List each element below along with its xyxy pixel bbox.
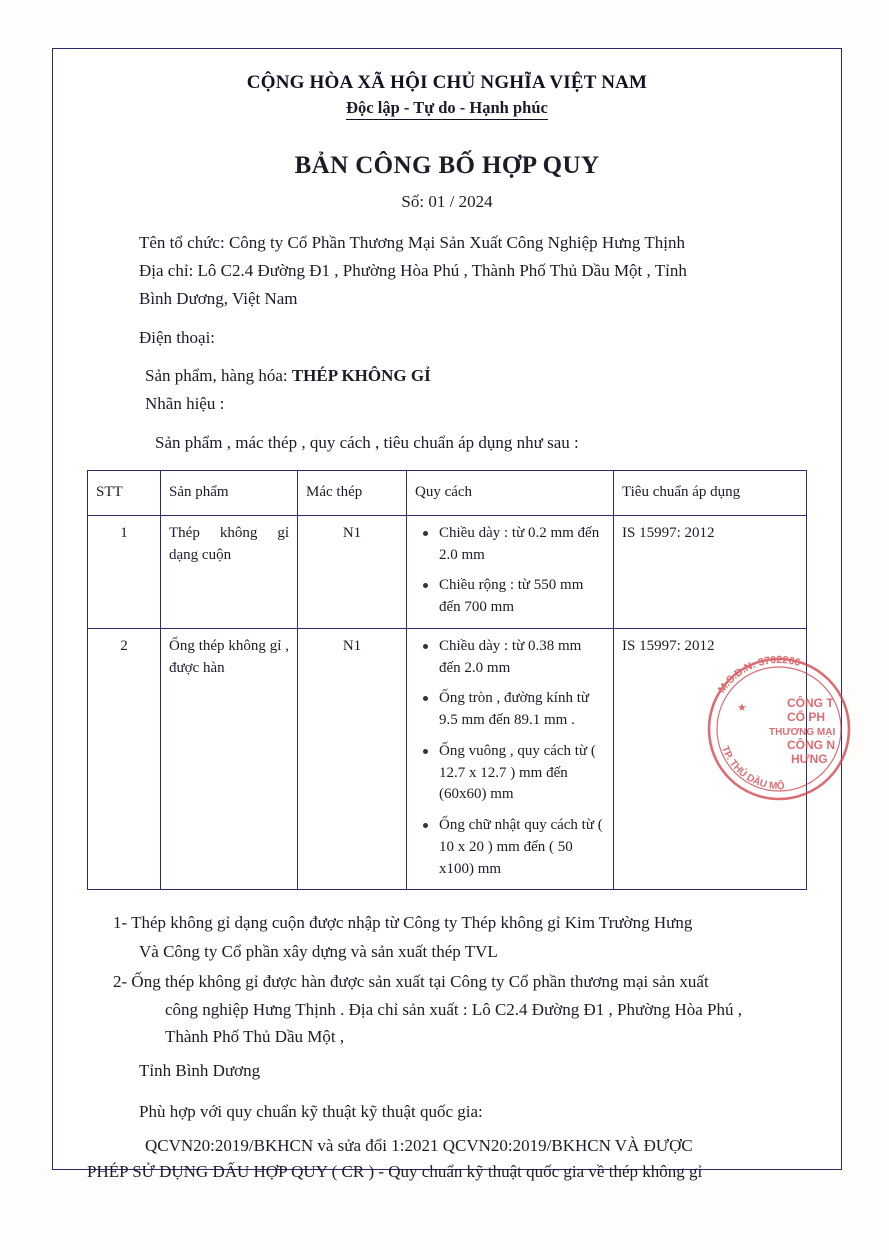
cell-tieu-chuan: IS 15997: 2012 [614, 628, 807, 890]
cell-quy-cach [407, 515, 614, 628]
stamp-line-2: CỔ PH [787, 710, 826, 724]
note-2-marker: 2- [113, 972, 128, 992]
note-2-line-2: công nghiệp Hưng Thịnh . Địa chỉ sản xuất : Lô C2.4 Đường Đ1 , Phường Hòa Phú , [165, 1000, 742, 1020]
stamp-line-3: THƯƠNG MẠI [769, 727, 836, 738]
document-content [53, 49, 841, 1182]
product-line [87, 363, 807, 389]
list-item: Chiều dày : từ 0.38 mm đến 2.0 mm [437, 636, 605, 680]
quy-cach-list [415, 523, 605, 619]
page-title: BẢN CÔNG BỐ HỢP QUY [294, 151, 600, 179]
org-address-line-1 [87, 258, 807, 284]
quy-cach-list [415, 636, 605, 881]
org-name-line [87, 230, 807, 256]
note-1-marker: 1- [113, 913, 128, 933]
cell-tieu-chuan: IS 15997: 2012 [614, 515, 807, 628]
list-item: Ống chữ nhật quy cách từ ( 10 x 20 ) mm đến ( 50 x100) mm [437, 815, 605, 880]
header-stt: STT [88, 470, 161, 515]
cell-san-pham: Thép không gỉ dạng cuộn [161, 515, 298, 628]
cell-mac-thep: N1 [298, 515, 407, 628]
specification-table [87, 470, 807, 891]
conformity-line-3: PHÉP SỬ DỤNG DẤU HỢP QUY ( CR ) - Quy chuẩn kỹ thuật quốc gia về thép không gỉ [87, 1162, 703, 1182]
document-header [87, 71, 807, 120]
header-tieu-chuan: Tiêu chuẩn áp dụng [614, 470, 807, 515]
product-value: THÉP KHÔNG GỈ [291, 365, 431, 385]
table-header-row [88, 470, 807, 515]
table-row [88, 628, 807, 890]
stamp-line-5: HƯNG [791, 752, 828, 766]
table-row [88, 515, 807, 628]
organization-block [87, 230, 807, 456]
spec-intro: Sản phẩm , mác thép , quy cách , tiêu chuẩn áp dụng như sau : [155, 432, 579, 452]
org-name-value: Công ty Cổ Phần Thương Mại Sản Xuất Công Nghiệp Hưng Thịnh [228, 232, 685, 252]
cell-mac-thep: N1 [298, 628, 407, 890]
document-number: Số: 01 / 2024 [401, 191, 493, 211]
cell-quy-cach [407, 628, 614, 890]
list-item: Ống tròn , đường kính từ 9.5 mm đến 89.1 mm . [437, 688, 605, 732]
conformity-line-2: QCVN20:2019/BKHCN và sửa đổi 1:2021 QCVN20:2019/BKHCN VÀ ĐƯỢC [145, 1135, 693, 1155]
national-title: CỘNG HÒA XÃ HỘI CHỦ NGHĨA VIỆT NAM [246, 72, 648, 93]
list-item: Ống vuông , quy cách từ ( 12.7 x 12.7 ) mm đến (60x60) mm [437, 741, 605, 806]
product-label: Sản phẩm, hàng hóa: [145, 365, 292, 385]
note-2-line-4: Tỉnh Bình Dương [139, 1061, 261, 1081]
conformity-line-1: Phù hợp với quy chuẩn kỹ thuật kỹ thuật quốc gia: [139, 1101, 483, 1121]
note-2-line-1: Ống thép không gỉ được hàn được sản xuất tại Công ty Cổ phần thương mại sản xuất [131, 972, 709, 992]
org-phone-line: Điện thoại: [139, 327, 216, 347]
note-2 [87, 969, 807, 995]
cell-stt: 1 [88, 515, 161, 628]
cell-san-pham: Ống thép không gỉ , được hàn [161, 628, 298, 890]
stamp-arc-top: M.S.D.N: 3702266 [715, 653, 802, 696]
org-name-label: Tên tổ chức: [139, 232, 229, 252]
notes-block [87, 910, 807, 1084]
note-1 [87, 910, 807, 936]
stamp-star-icon: ★ [737, 702, 747, 714]
note-2-line-3: Thành Phố Thủ Dầu Một , [165, 1026, 345, 1046]
document-frame [52, 48, 842, 1182]
org-address-line-2: Bình Dương, Việt Nam [139, 289, 298, 309]
org-address-value: Lô C2.4 Đường Đ1 , Phường Hòa Phú , Thành Phố Thủ Dầu Một , Tỉnh [197, 260, 687, 280]
stamp-arc-bottom: TP. THỦ DẦU MỘ [719, 744, 785, 793]
cell-stt: 2 [88, 628, 161, 890]
list-item: Chiều rộng : từ 550 mm đến 700 mm [437, 575, 605, 619]
header-mac-thep: Mác thép [298, 470, 407, 515]
list-item: Chiều dày : từ 0.2 mm đến 2.0 mm [437, 523, 605, 567]
national-motto: Độc lập - Tự do - Hạnh phúc [346, 98, 548, 120]
note-1-line-2: Và Công ty Cổ phần xây dựng và sản xuất thép TVL [139, 941, 498, 961]
brand-line: Nhãn hiệu : [145, 394, 225, 414]
stamp-line-1: CÔNG T [787, 696, 834, 710]
header-san-pham: Sản phẩm [161, 470, 298, 515]
org-address-label: Địa chỉ: [139, 260, 198, 280]
header-quy-cach: Quy cách [407, 470, 614, 515]
stamp-line-4: CÔNG N [787, 738, 835, 752]
note-1-line-1: Thép không gỉ dạng cuộn được nhập từ Công ty Thép không gỉ Kim Trường Hưng [131, 913, 693, 933]
conformity-block [87, 1099, 807, 1186]
